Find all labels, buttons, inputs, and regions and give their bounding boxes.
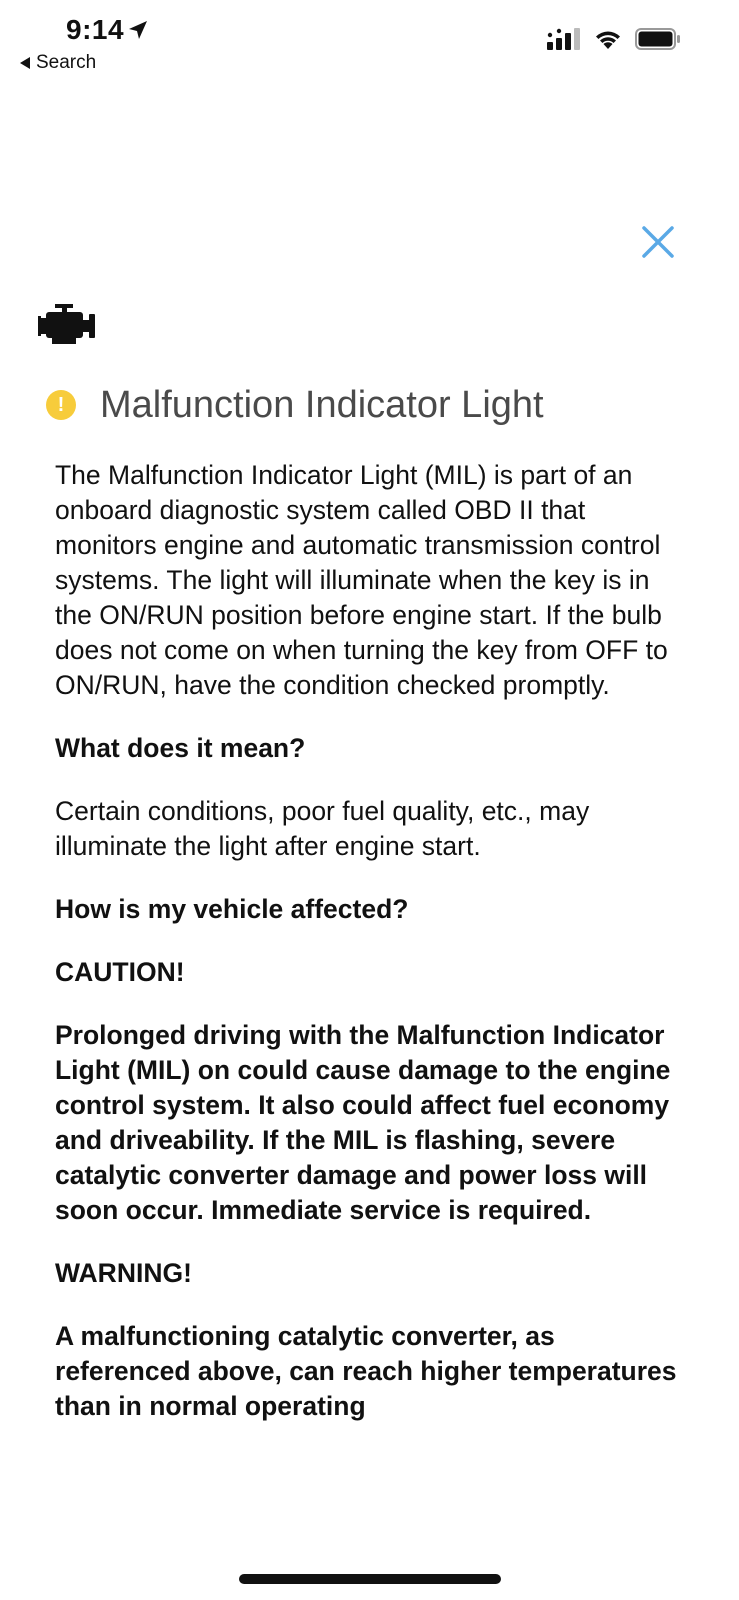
warning-heading: WARNING! — [55, 1258, 192, 1288]
signal-icon — [547, 28, 581, 50]
status-icons — [547, 28, 681, 50]
what-does-it-mean-text: Certain conditions, poor fuel quality, etc., may illuminate the light after engine start. — [55, 796, 590, 861]
back-to-search-link[interactable] — [20, 52, 96, 74]
back-triangle-icon — [20, 57, 30, 69]
warning-text: A malfunctioning catalytic converter, as referenced above, can reach higher temperatures than in normal operating — [55, 1321, 677, 1421]
intro-paragraph: The Malfunction Indicator Light (MIL) is part of an onboard diagnostic system called OBD II that monitors engine and automatic transmission control systems. The light will illuminate when the key is in the ON/RUN position before engine start. If the bulb does not come on when turning the key from OFF to ON/RUN, have the condition checked promptly. — [55, 460, 668, 700]
battery-icon — [635, 28, 681, 50]
home-indicator[interactable] — [239, 1574, 501, 1584]
close-icon — [640, 224, 676, 260]
wifi-icon — [593, 28, 623, 50]
page-title: Malfunction Indicator Light — [100, 384, 544, 426]
check-engine-icon — [38, 304, 96, 351]
clock: 9:14 — [66, 14, 125, 45]
caution-heading: CAUTION! — [55, 957, 185, 987]
location-arrow-icon — [128, 20, 148, 40]
status-time — [66, 14, 148, 46]
caution-text: Prolonged driving with the Malfunction Indicator Light (MIL) on could cause damage to the engine control system. It also could affect fuel economy and driveability. If the MIL is flashing, severe catalytic converter damage and power loss will soon occur. Immediate service is required. — [55, 1020, 671, 1225]
how-affected-heading: How is my vehicle affected? — [55, 894, 409, 924]
back-label: Search — [36, 52, 97, 73]
what-does-it-mean-heading: What does it mean? — [55, 733, 306, 763]
alert-circle-icon: ! — [46, 390, 76, 420]
content-body — [55, 458, 691, 1486]
close-button[interactable] — [640, 224, 676, 260]
